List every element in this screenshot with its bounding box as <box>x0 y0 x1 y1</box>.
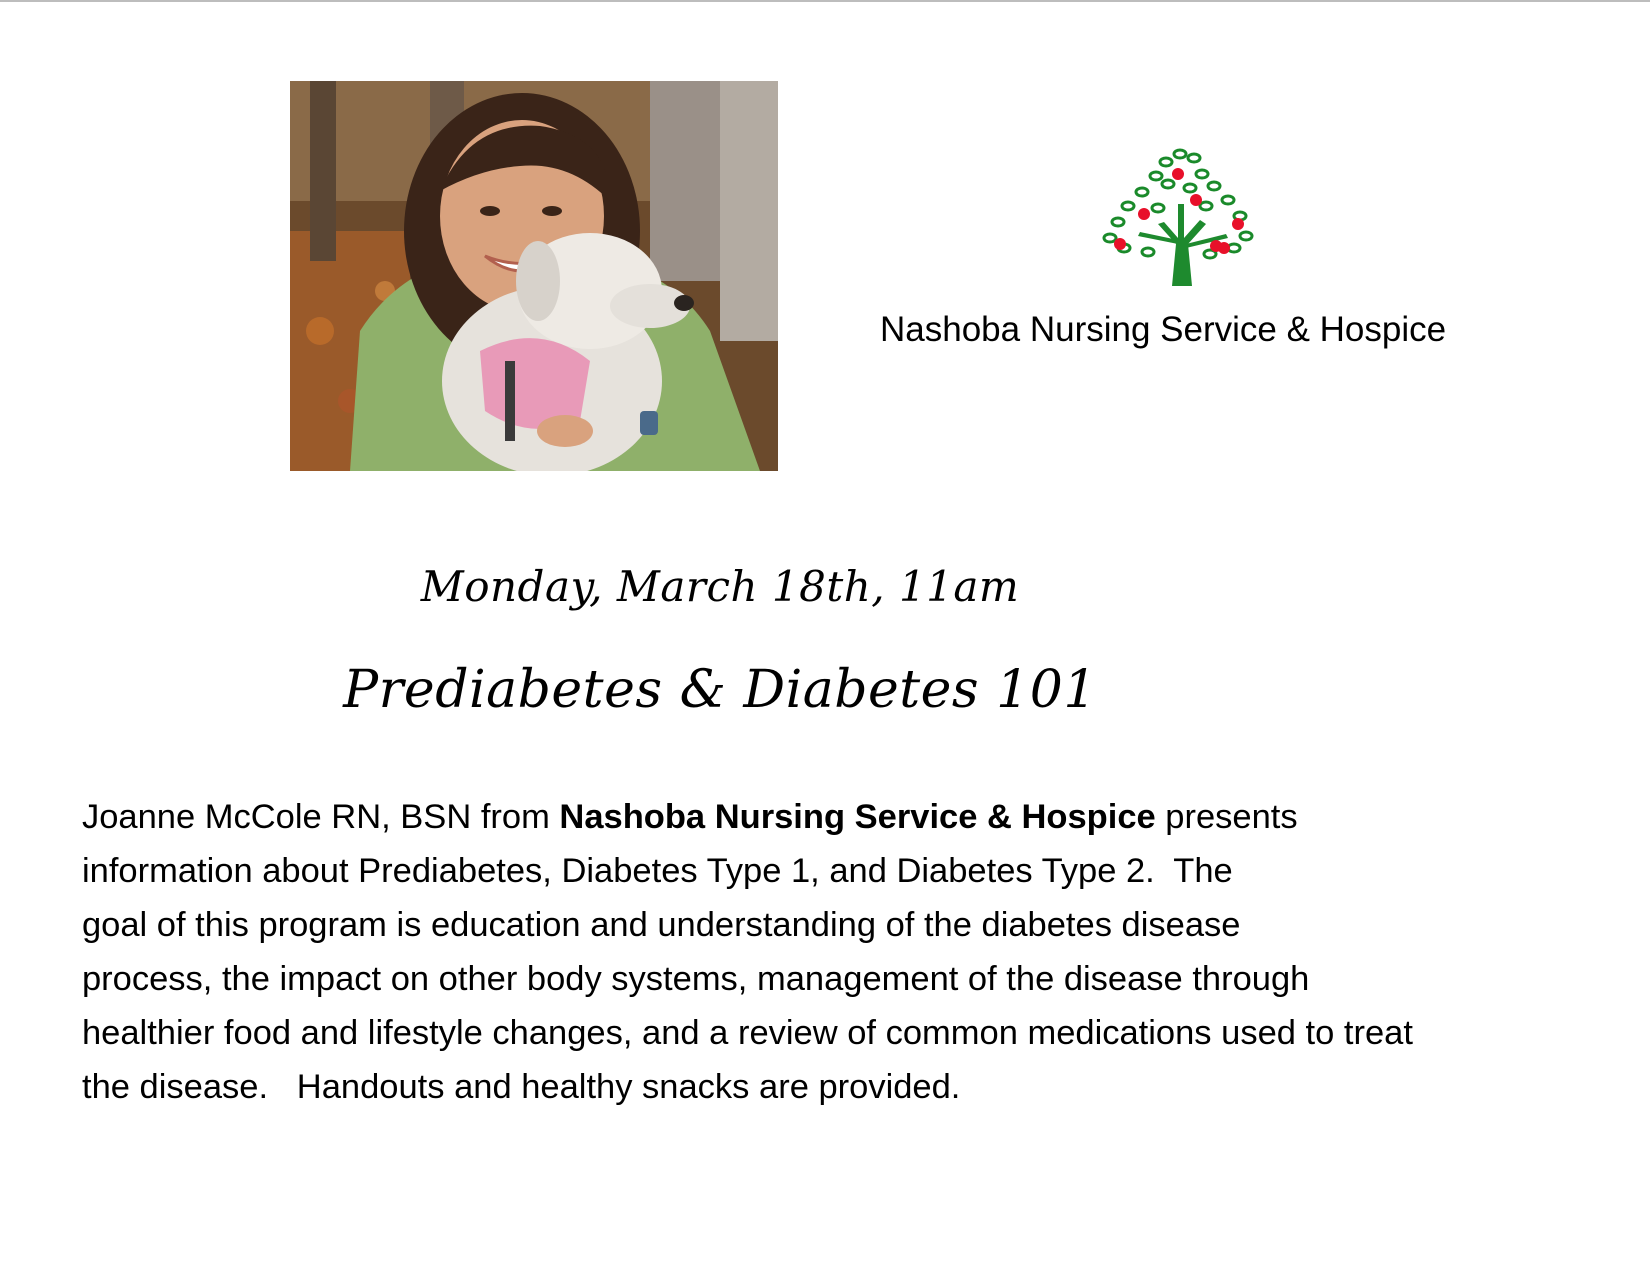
description-line-3: goal of this program is education and understanding of the diabetes disease <box>82 906 1241 944</box>
org-name: Nashoba Nursing Service & Hospice <box>880 310 1447 349</box>
event-title: Prediabetes & Diabetes 101 <box>343 660 1097 720</box>
top-border <box>0 0 1650 2</box>
tree-icon <box>1098 144 1261 286</box>
description-line-5: healthier food and lifestyle changes, and a review of common medications used to treat <box>82 1014 1413 1052</box>
presenter-photo <box>290 81 778 471</box>
description-line-6: the disease. Handouts and healthy snacks are provided. <box>82 1068 961 1106</box>
event-description <box>82 790 1602 1114</box>
org-name-bold: Nashoba Nursing Service & Hospice <box>559 798 1156 836</box>
description-line-2: information about Prediabetes, Diabetes Type 1, and Diabetes Type 2. The <box>82 852 1233 890</box>
event-date: Monday, March 18th, 11am <box>420 562 1020 611</box>
description-line-1: Joanne McCole RN, BSN from Nashoba Nursing Service & Hospice presents <box>82 798 1298 836</box>
description-line-4: process, the impact on other body systems, management of the disease through <box>82 960 1310 998</box>
